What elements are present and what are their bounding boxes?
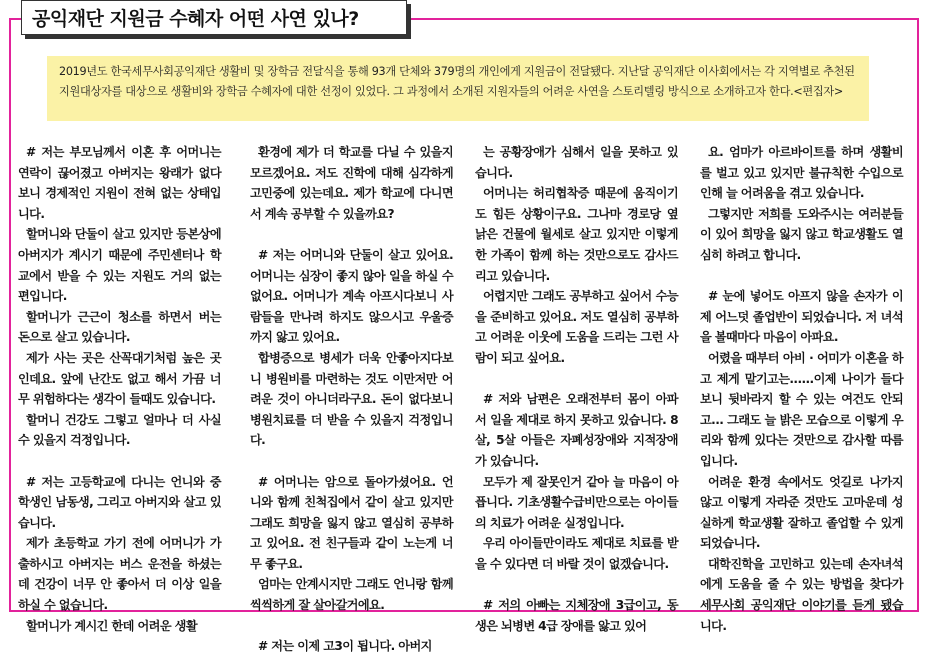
paragraph: 제가 초등학교 가기 전에 어머니가 가출하시고 아버지는 버스 운전을 하셨는데 건강이 너무 안 좋아서 더 이상 일을 하실 수 없습니다. xyxy=(18,536,221,613)
paragraph: 어려운 환경 속에서도 엇길로 나가지 않고 이렇게 자라준 것만도 고마운데 성실하게 학교생활 잘하고 졸업할 수 있게 되었습니다. xyxy=(700,474,903,551)
paragraph: 는 공황장애가 심해서 일을 못하고 있습니다. xyxy=(475,145,678,180)
paragraph: 할머니가 계시긴 한데 어려운 생활 xyxy=(26,618,197,633)
paragraph: # 저의 아빠는 지체장애 3급이고, 동생은 뇌병변 4급 장애를 앓고 있어 xyxy=(475,598,678,633)
paragraph: 제가 사는 곳은 산꼭대기처럼 높은 곳인데요. 앞에 난간도 없고 해서 가끔 너무 위험하다는 생각이 들때도 있습니다. xyxy=(18,350,221,407)
article-title: 공익재단 지원금 수혜자 어떤 사연 있나? xyxy=(21,0,407,35)
paragraph: # 저는 고등학교에 다니는 언니와 중학생인 남동생, 그리고 아버지와 살고 있습니다. xyxy=(18,474,221,530)
paragraph: 환경에 제가 더 학교를 다닐 수 있을지 모르겠어요. 저도 진학에 대해 심각하게 고민중에 있는데요. 제가 학교에 다니면서 계속 공부할 수 있을까요? xyxy=(250,145,453,221)
paragraph: 할머니와 단둘이 살고 있지만 등본상에 아버지가 계시기 때문에 주민센터나 학교에서 받을 수 있는 지원도 거의 없는 편입니다. xyxy=(18,227,221,304)
article-column-3 xyxy=(475,142,678,636)
paragraph: 요. 엄마가 아르바이트를 하며 생활비를 벌고 있고 있지만 불규칙한 수입으로 인해 늘 어려움을 겪고 있습니다. xyxy=(700,145,903,201)
paragraph: # 어머니는 암으로 돌아가셨어요. 언니와 함께 친척집에서 같이 살고 있지만 그래도 희망을 잃지 않고 열심히 공부하고 있어요. 전 친구들과 같이 노는게 너무 좋구요. xyxy=(250,474,453,571)
paragraph: 모두가 제 잘못인거 같아 늘 마음이 아픕니다. 기초생활수급비만으로는 아이들의 치료가 어려운 실정입니다. xyxy=(475,474,678,530)
paragraph: 엄마는 안계시지만 그래도 언니랑 함께 씩씩하게 잘 살아갈거에요. xyxy=(250,577,453,613)
article-column-2 xyxy=(250,142,453,657)
lead-paragraph: 2019년도 한국세무사회공익재단 생활비 및 장학금 전달식을 통해 93개 단체와 379명의 개인에게 지원금이 전달됐다. 지난달 공익재단 이사회에서는 각 지역별로 추천된 지원대상자를 대상으로 생활비와 장학금 수혜자에 대한 선정이 있었다. 그 과정에서 소개된 지원자들의 어려운 사연을 스토리텔링 방식으로 소개하고자 한다.<편집자> xyxy=(47,56,869,121)
paragraph: # 저는 어머니와 단둘이 살고 있어요. 어머니는 심장이 좋지 않아 일을 하실 수 없어요. 어머니가 계속 아프시다보니 사람들을 만나려 하지도 않으시고 우울증까지 앓고 있어요. xyxy=(250,247,453,345)
paragraph: # 눈에 넣어도 아프지 않을 손자가 이제 어느덧 졸업반이 되었습니다. 저 녀석을 볼때마다 마음이 아파요. xyxy=(700,289,903,345)
paragraph: 할머니 건강도 그렇고 얼마나 더 사실 수 있을지 걱정입니다. xyxy=(18,412,221,448)
paragraph: # 저와 남편은 오래전부터 몸이 아파서 일을 제대로 하지 못하고 있습니다. 8살, 5살 아들은 자폐성장애와 지적장애가 있습니다. xyxy=(475,392,678,468)
paragraph: 합병증으로 병세가 더욱 안좋아지다보니 병원비를 마련하는 것도 이만저만 어려운 것이 아니더라구요. 돈이 없다보니 병원치료를 더 받을 수 있을지 걱정입니다. xyxy=(250,350,453,448)
paragraph: # 저는 이제 고3이 됩니다. 아버지 xyxy=(258,639,432,654)
paragraph: # 저는 부모님께서 이혼 후 어머니는 연락이 끊어졌고 아버지는 왕래가 없다 보니 경제적인 지원이 전혀 없는 상태입니다. xyxy=(18,145,221,221)
paragraph: 할머니가 근근이 청소를 하면서 버는 돈으로 살고 있습니다. xyxy=(18,309,221,345)
paragraph: 어렸을 때부터 아비 · 어미가 이혼을 하고 제게 맡기고는......이제 나이가 들다보니 뒷바라지 할 수 있는 여건도 안되고... 그래도 늘 밝은 모습으로 이렇게 우리와 함께 있다는 것만으로 감사할 따름입니다. xyxy=(700,350,903,468)
article-column-4 xyxy=(700,142,903,636)
paragraph: 어렵지만 그래도 공부하고 싶어서 수능을 준비하고 있어요. 저도 열심히 공부하고 어려운 이웃에 도움을 드리는 그런 사람이 되고 싶어요. xyxy=(475,289,678,365)
paragraph: 우리 아이들만이라도 제대로 치료를 받을 수 있다면 더 바랄 것이 없겠습니다. xyxy=(475,536,678,571)
paragraph: 대학진학을 고민하고 있는데 손자녀석에게 도움을 줄 수 있는 방법을 찾다가 세무사회 공익재단 이야기를 듣게 됐습니다. xyxy=(700,556,903,633)
article-column-1 xyxy=(18,142,221,636)
paragraph: 그렇지만 저희를 도와주시는 여러분들이 있어 희망을 잃지 않고 학교생활도 열심히 하려고 합니다. xyxy=(700,206,903,262)
paragraph: 어머니는 허리협착증 때문에 움직이기도 힘든 상황이구요. 그나마 경로당 옆 낡은 건물에 월세로 살고 있지만 이렇게 한 가족이 함께 하는 것만으로도 감사드리고 있습니다. xyxy=(475,186,678,283)
